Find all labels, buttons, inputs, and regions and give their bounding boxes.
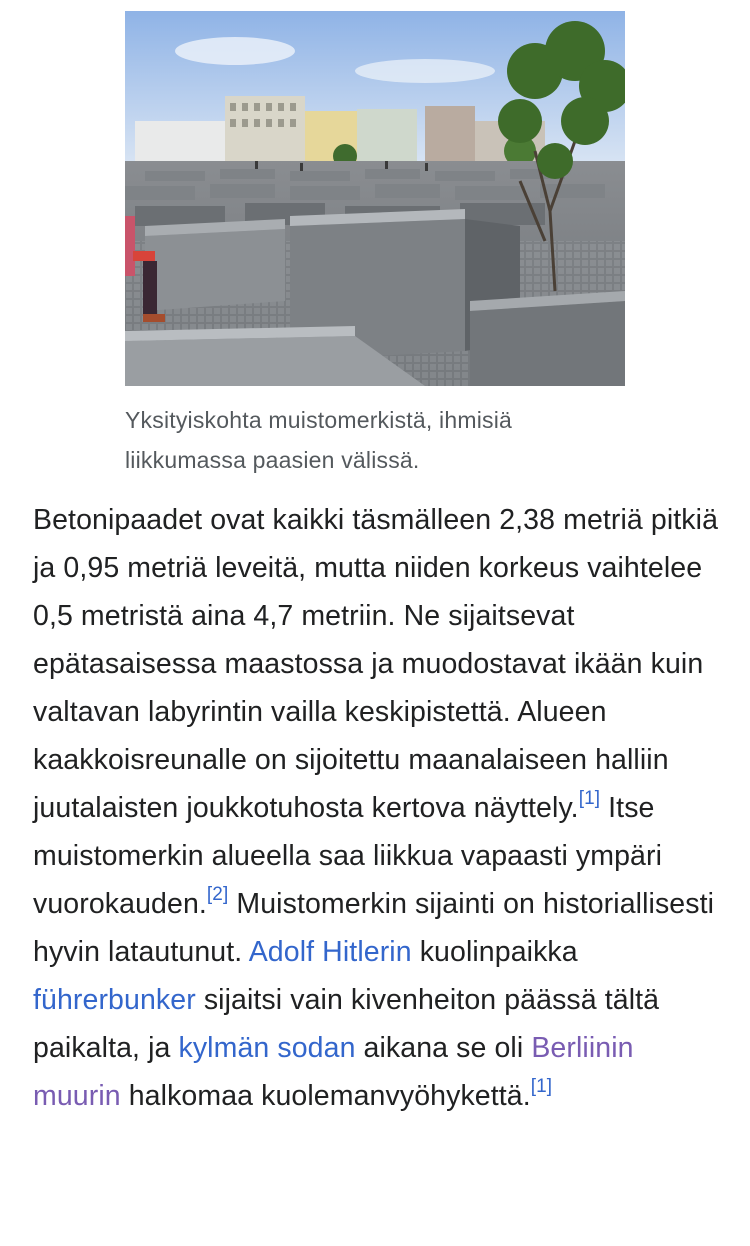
link-fuhrerbunker[interactable]: führerbunker [33, 984, 196, 1016]
citation-link[interactable]: [1] [530, 1076, 553, 1097]
paragraph-text: halkomaa kuolemanvyöhykettä. [120, 1080, 531, 1112]
article-paragraph [33, 496, 723, 1120]
link-berliinin-muurin[interactable]: Berliinin muurin [33, 1032, 634, 1112]
citation-ref[interactable] [531, 1076, 552, 1097]
link-adolf-hitlerin[interactable]: Adolf Hitlerin [248, 936, 412, 968]
figure-caption: Yksityiskohta muistomerkistä, ihmisiä liikkumassa paasien välissä. [125, 407, 513, 473]
article-figure [125, 11, 625, 480]
paragraph-text: Betonipaadet ovat kaikki täsmälleen 2,38 metriä pitkiä ja 0,95 metriä leveitä, mutta niiden korkeus vaihtelee 0,5 metristä aina 4,7 metriin. Ne sijaitsevat epätasaisessa maastossa ja muodostavat ikään kuin valtavan labyrintin vailla keskipistettä. Alueen kaakkoisreunalle on sijoitettu maanalaiseen halliin juutalaisten joukkotuhosta kertova näyttely. [33, 504, 719, 824]
citation-link[interactable]: [1] [578, 788, 601, 809]
paragraph-text: Muistomerkin sijainti on historiallisesti hyvin latautunut. [33, 888, 715, 968]
memorial-photo[interactable] [125, 11, 625, 386]
citation-ref[interactable] [579, 788, 600, 809]
link-kylman-sodan[interactable]: kylmän sodan [178, 1032, 356, 1064]
paragraph-text: kuolinpaikka [411, 936, 578, 968]
paragraph-text: aikana se oli [355, 1032, 532, 1064]
paragraph-text: sijaitsi vain kivenheiton päässä tältä paikalta, ja [33, 984, 660, 1064]
citation-link[interactable]: [2] [206, 884, 229, 905]
citation-ref[interactable] [207, 884, 228, 905]
paragraph-text: Itse muistomerkin alueella saa liikkua vapaasti ympäri vuorokauden. [33, 792, 663, 920]
